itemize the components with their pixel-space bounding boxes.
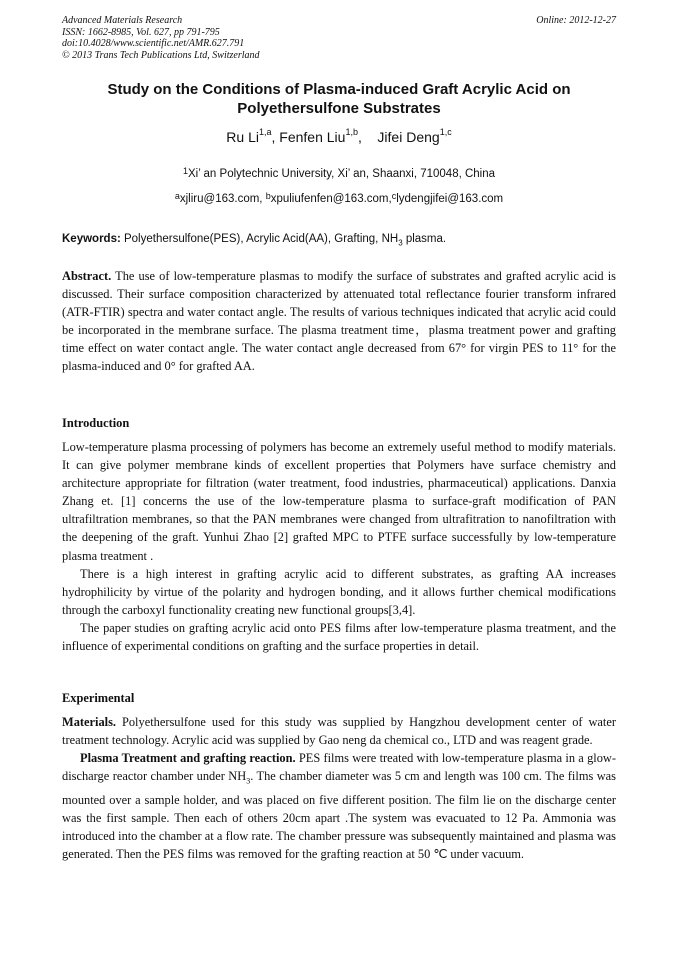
- materials-label: Materials.: [62, 715, 117, 729]
- author-affil-mark: 1,c: [439, 127, 452, 137]
- affiliation-text: Xi’ an Polytechnic University, Xi’ an, Shaanxi, 710048, China: [187, 168, 496, 180]
- materials-paragraph: [62, 713, 616, 749]
- email-mark: a: [174, 191, 180, 201]
- email-address: xjliru@163.com,: [179, 193, 266, 205]
- abstract-label: Abstract.: [62, 269, 112, 283]
- author-separator: ,: [357, 129, 378, 145]
- title-line-1: Study on the Conditions of Plasma-induced Graft Acrylic Acid on: [107, 81, 571, 98]
- plasma-paragraph: [62, 749, 616, 863]
- experimental-heading: Experimental: [62, 691, 135, 705]
- email-address: xpuliufenfen@163.com,: [270, 193, 392, 205]
- materials-text: Polyethersulfone used for this study was supplied by Hangzhou development center of water treatment technology. Acrylic acid was supplied by Gao neng da chemical co., LTD and was reagent grade.: [62, 715, 616, 748]
- author-emails: [62, 193, 616, 205]
- journal-header: [62, 15, 616, 61]
- author-separator: ,: [271, 129, 280, 145]
- paper-title: [62, 80, 616, 118]
- plasma-text-a: PES films were treated with low-temperature plasma in a glow-discharge reactor chamber under NH: [62, 751, 616, 784]
- email-address: lydengjifei@163.com: [396, 193, 504, 205]
- keywords-line: [62, 233, 616, 247]
- intro-paragraph-3: The paper studies on grafting acrylic acid onto PES films after low-temperature plasma treatment, and the influence of experimental conditions on grafting and the surface properties in detail.: [62, 620, 616, 654]
- author-name: Fenfen Liu: [279, 129, 346, 145]
- email-mark: b: [265, 191, 271, 201]
- affiliation: [62, 168, 616, 180]
- author-list: [62, 129, 616, 145]
- introduction-body: [62, 438, 616, 655]
- author-name: Ru Li: [226, 129, 259, 145]
- intro-paragraph-2: There is a high interest in grafting acrylic acid to different substrates, as grafting AA increases hydrophilicity by virtue of the polarity and hydrogen bonding, and it allows further chemical modifications through the carboxyl functionality creating new functional groups[3,4].: [62, 566, 616, 617]
- copyright-line: © 2013 Trans Tech Publications Ltd, Switzerland: [62, 49, 260, 61]
- abstract-section: [62, 267, 616, 376]
- keywords-tail: plasma.: [402, 233, 447, 245]
- plasma-subscript: 3: [246, 776, 251, 786]
- online-date: Online: 2012-12-27: [536, 15, 616, 26]
- introduction-heading: Introduction: [62, 416, 130, 430]
- abstract-text: The use of low-temperature plasmas to modify the surface of substrates and grafted acrylic acid is discussed. Their surface composition characterized by attenuated total reflectance fourier transform infrared (ATR-FTIR) spectra and water contact angle. The results of various techniques indicated that acrylic acid could be incorporated in the membrane surface. The plasma treatment time，plasma treatment power and grafting time effect on water contact angle. The water contact angle decreased from 67° for virgin PES to 11° for the plasma-induced and 0° for grafted AA.: [62, 269, 616, 374]
- plasma-text-b: . The chamber diameter was 5 cm and length was 100 cm. The films was mounted over a sample holder, and was placed on five different position. The film lie on the discharge center was the first sample. Then each of others 20cm apart .The system was evacuated to 12 Pa. Ammonia was introduced into the chamber at a flow rate. The chamber pressure was subsequently maintained and plasma was generated. Then the PES films was removed for the grafting reaction at 50 ℃ under vacuum.: [62, 769, 616, 862]
- keywords-text: Polyethersulfone(PES), Acrylic Acid(AA), Grafting, NH: [120, 233, 399, 245]
- email-mark: c: [391, 191, 397, 201]
- keywords-label: Keywords:: [62, 233, 121, 245]
- keywords-subscript: 3: [398, 238, 403, 248]
- experimental-body: [62, 713, 616, 863]
- intro-paragraph-1: Low-temperature plasma processing of polymers has become an extremely useful method to modify materials. It can give polymer membrane kinds of excellent properties that Polymers have surface chemistry and architecture appropriate for filtration (water treatment, food industries, pharmaceutical) applications. Danxia Zhang et. [1] concerns the use of the low-temperature plasma to surface-graft modification of PAN ultrafiltration membranes, so that the PAN membranes were changed from ultrafitration to nanofiltration with the deepening of the graft. Yunhui Zhao [2] grafted MPC to PTFE surface successfully by low-temperature plasma treatment .: [62, 440, 616, 563]
- issn-line: ISSN: 1662-8985, Vol. 627, pp 791-795: [62, 26, 220, 38]
- affiliation-mark: 1: [182, 166, 188, 176]
- doi-line: doi:10.4028/www.scientific.net/AMR.627.791: [62, 38, 245, 50]
- author-affil-mark: 1,b: [345, 127, 358, 137]
- journal-name: Advanced Materials Research: [62, 15, 183, 26]
- author-affil-mark: 1,a: [258, 127, 272, 137]
- title-line-2: Polyethersulfone Substrates: [237, 100, 441, 117]
- plasma-label: Plasma Treatment and grafting reaction.: [80, 751, 296, 766]
- author-name: Jifei Deng: [377, 129, 440, 145]
